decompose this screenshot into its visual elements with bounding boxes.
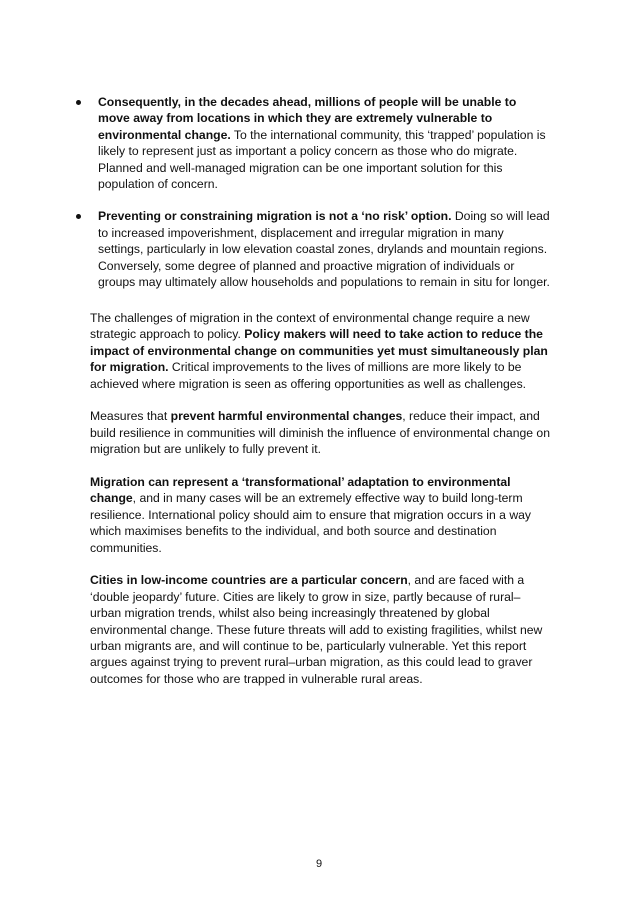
paragraph-text: , and in many cases will be an extremely effective way to build long-term resilience. International policy should aim to ensure that migration occurs in a way which maximises benefits to the individual, and both source and destination communities. — [90, 491, 532, 555]
paragraph-transformational-adaptation — [90, 474, 550, 556]
paragraph-text: Measures that — [90, 409, 171, 424]
paragraph-text: The challenges of migration in the context of environmental change require a new strategic approach to policy. — [90, 311, 530, 342]
body-paragraphs — [90, 310, 550, 704]
bullet-list — [90, 94, 550, 306]
bullet-icon — [76, 100, 81, 105]
paragraph-bold-text: Policy makers will need to take action to reduce the impact of environmental change on communities yet must simultaneously plan for migration. — [90, 327, 548, 375]
bullet-bold-text: Consequently, in the decades ahead, millions of people will be unable to move away from locations in which they are extremely vulnerable to environmental change. — [98, 95, 517, 142]
bullet-item-trapped-populations — [90, 94, 550, 192]
paragraph-text: , and are faced with a ‘double jeopardy’ future. Cities are likely to grow in size, partly because of rural–urban migration trends, whilst also being increasingly threatened by global environmental change. These future threats will add to existing fragilities, whilst new urban migrants are, and will continue to be, particularly vulnerable. Yet this report argues against trying to prevent rural–urban migration, as this could lead to graver outcomes for those who are trapped in vulnerable rural areas. — [90, 573, 543, 686]
paragraph-text: , reduce their impact, and build resilience in communities will diminish the influence of environmental change on migration but are unlikely to fully prevent it. — [90, 409, 550, 457]
paragraph-cities-concern — [90, 572, 550, 687]
paragraph-bold-text: Migration can represent a ‘transformational’ adaptation to environmental change — [90, 475, 511, 506]
bullet-item-no-risk-option — [90, 208, 550, 290]
bullet-icon — [76, 214, 81, 219]
page-number: 9 — [315, 858, 323, 870]
paragraph-text: Critical improvements to the lives of millions are more likely to be achieved where migration is seen as offering opportunities as well as challenges. — [90, 360, 527, 391]
paragraph-strategic-approach — [90, 310, 550, 392]
bullet-bold-text: Preventing or constraining migration is not a ‘no risk’ option. — [98, 209, 452, 224]
paragraph-bold-text: prevent harmful environmental changes — [170, 409, 403, 424]
bullet-text: Doing so will lead to increased impoverishment, displacement and irregular migration in many settings, particularly in low elevation coastal zones, drylands and mountain regions. Conversely, some degree of planned and proactive migration of individuals or groups may ultimately allow households and populations to remain in situ for longer. — [98, 209, 550, 290]
paragraph-bold-text: Cities in low-income countries are a particular concern — [90, 573, 408, 588]
bullet-text: To the international community, this ‘trapped’ population is likely to represent just as important a policy concern as those who do migrate. Planned and well-managed migration can be one important solution for this population of concern. — [98, 127, 546, 192]
paragraph-prevent-harmful-changes — [90, 408, 550, 457]
